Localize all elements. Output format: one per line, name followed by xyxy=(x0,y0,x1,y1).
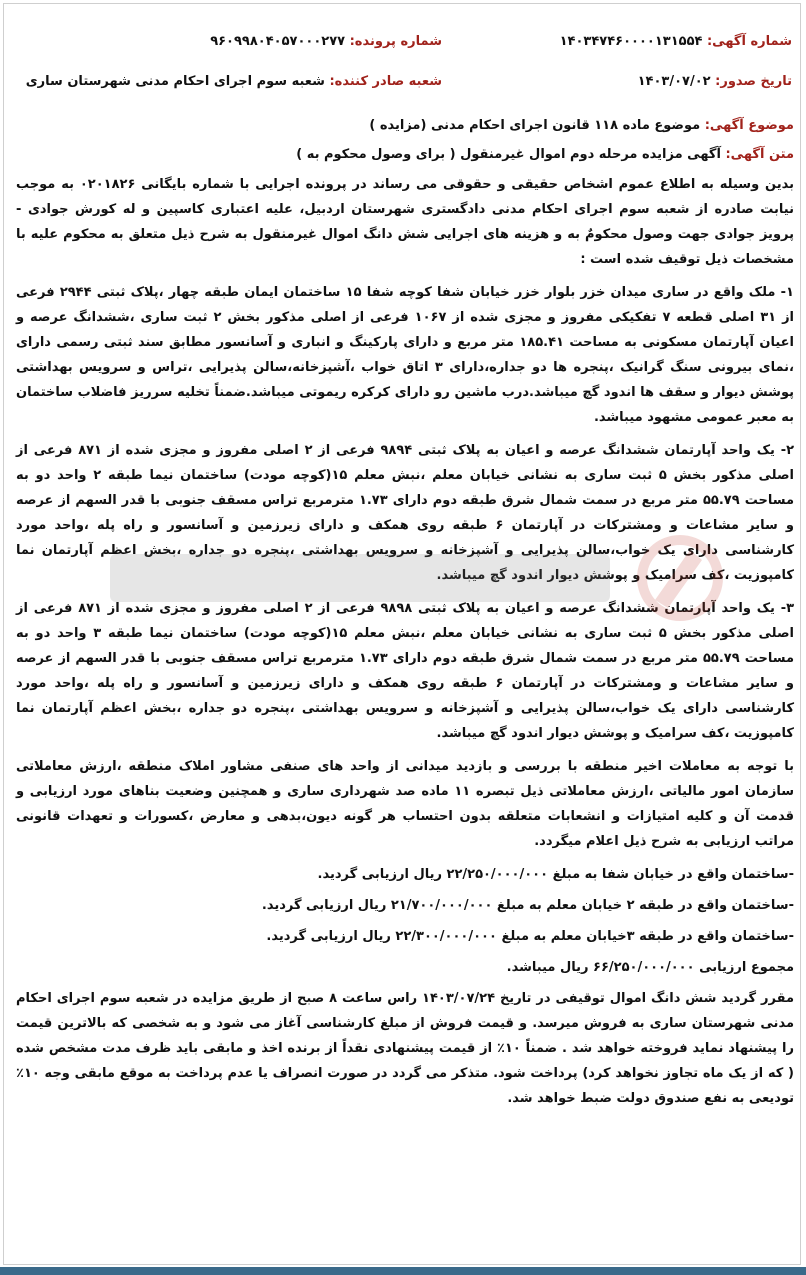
property-item-1: ۱- ملک واقع در ساری میدان خزر بلوار خزر خیابان شفا کوچه شفا ۱۵ ساختمان ایمان طبقه چهار ،پلاک ثبتی ۲۹۴۴ فرعی از ۳۱ اصلی قطعه ۷ تفکیکی مفروز و مجزی شده از ۱۰۶۷ فرعی از اصلی مذکور بخش ۲ ثبت ساری ،ششدانگ عرصه و اعیان آپارتمان مسکونی به مساحت ۱۸۵.۴۱ متر مربع و دارای پارکینگ و انباری و آسانسور مطابق سند ثبتی رسمی دارای ،نمای بیرونی سنگ گرانیک ،پنجره ها دو جداره،دارای ۳ اتاق خواب ،آشپزخانه،سالن پذیرایی ،تراس و سرویس بهداشتی پوشش دیوار و سقف ها اندود گچ میباشد.درب ماشین رو دارای کرکره ریموتی میباشد.ضمناً تخلیه سرریز فاضلاب ساختمان به معبر عمومی مشهود میباشد. xyxy=(16,285,795,425)
valuation-1: -ساختمان واقع در خیابان شفا به مبلغ ۲۲/۲۵۰/۰۰۰/۰۰۰ ریال ارزیابی گردید. xyxy=(317,867,794,882)
notice-body xyxy=(16,118,794,1119)
ad-number-label: شماره آگهی: xyxy=(706,34,792,49)
valuation-intro: با توجه به معاملات اخیر منطقه با بررسی و بازدید میدانی از واحد های صنفی مشاور املاک منطقه ،ارزش معاملاتی سازمان امور مالیاتی ،ارزش معاملاتی ذیل تبصره ۱۱ ماده صد شهرداری ساری و همچنین وضعیت بناهای مورد ارزیابی و قدمت آن و کلیه امتیازات و انشعابات متعلقه بدون احتساب هر گونه دیون،بدهی و معارض ،کسورات و تعهدات قانونی مراتب ارزیابی به شرح ذیل اعلام میگردد. xyxy=(16,759,795,849)
valuation-total: مجموع ارزیابی ۶۶/۲۵۰/۰۰۰/۰۰۰ ریال میباشد. xyxy=(506,960,794,975)
issue-date xyxy=(638,74,792,89)
case-number xyxy=(210,34,442,49)
text-title-line xyxy=(16,147,794,162)
subject-value: موضوع ماده ۱۱۸ قانون اجرای احکام مدنی (مزایده ) xyxy=(369,118,701,133)
subject-label: موضوع آگهی: xyxy=(704,118,794,133)
issuer-label: شعبه صادر کننده: xyxy=(329,74,442,89)
ad-number-value: ۱۴۰۳۴۷۴۶۰۰۰۰۱۳۱۵۵۴ xyxy=(559,34,703,49)
closing-paragraph: مقرر گردید شش دانگ اموال توقیفی در تاریخ ۱۴۰۳/۰۷/۲۴ راس ساعت ۸ صبح از طریق مزایده در شعبه سوم اجرای احکام مدنی شهرستان ساری به فروش میرسد. و قیمت فروش از مبلغ کارشناسی آغاز می شود و به شخصی که بالاترین قیمت را پیشنهاد نماید فروخته خواهد شد . ضمناً ۱۰٪ از قیمت پیشنهادی نقداً از برنده اخذ و مابقی باید ظرف مدت مشخص شده ( که از یک ماه تجاوز نخواهد کرد) پرداخت شود. متذکر می گردد در صورت انصراف یا عدم پرداخت به موقع مابقی وجه ۱۰٪ تودیعی به نفع صندوق دولت ضبط خواهد شد. xyxy=(16,991,794,1106)
issuer-value: شعبه سوم اجرای احکام مدنی شهرستان ساری xyxy=(25,74,325,89)
property-item-2: ۲- یک واحد آپارتمان ششدانگ عرصه و اعیان به پلاک ثبتی ۹۸۹۴ فرعی از ۲ اصلی مفروز و مجزی شده از ۸۷۱ فرعی از اصلی مذکور بخش ۵ ثبت ساری به نشانی خیابان معلم ،نبش معلم ۱۵(کوچه مودت) ساختمان نیما طبقه ۲ واحد دو به مساحت ۵۵.۷۹ متر مربع در سمت شمال شرق طبقه دوم دارای ۱.۷۳ مترمربع تراس مسقف جنوبی با قدر السهم از عرصه و سایر مشاعات و ومشترکات در آپارتمان ۶ طبقه روی همکف و دارای زیرزمین و آسانسور و راه پله ،واحد مورد کارشناسی دارای یک خواب،سالن پذیرایی و آشپزخانه و سرویس بهداشتی ،پنجره دو جداره ،بخش اعظم آپارتمان نما کامپوزیت ،کف سرامیک و پوشش دیوار اندود گچ میباشد. xyxy=(16,443,795,583)
text-label: متن آگهی: xyxy=(725,147,794,162)
valuation-2: -ساختمان واقع در طبقه ۲ خیابان معلم به مبلغ ۲۱/۷۰۰/۰۰۰/۰۰۰ ریال ارزیابی گردید. xyxy=(261,898,794,913)
text-title: آگهی مزایده مرحله دوم اموال غیرمنقول ( برای وصول محکوم به ) xyxy=(296,147,721,162)
property-item-3: ۳- یک واحد آپارتمان ششدانگ عرصه و اعیان به پلاک ثبتی ۹۸۹۸ فرعی از ۲ اصلی مفروز و مجزی شده از ۸۷۱ فرعی از اصلی مذکور بخش ۵ ثبت ساری به نشانی خیابان معلم ،نبش معلم ۱۵(کوچه مودت) ساختمان نیما طبقه ۳ واحد دو به مساحت ۵۵.۷۹ متر مربع در سمت شمال شرق طبقه دوم دارای ۱.۷۳ مترمربع تراس مسقف جنوبی با قدر السهم از عرصه و سایر مشاعات و ومشترکات در آپارتمان ۶ طبقه روی همکف و دارای زیرزمین و آسانسور و راه پله ،واحد مورد کارشناسی دارای یک خواب،سالن پذیرایی و آشپزخانه و سرویس بهداشتی ،پنجره دو جداره ،بخش اعظم آپارتمان نما کامپوزیت ،کف سرامیک و پوشش دیوار اندود گچ میباشد. xyxy=(16,601,795,741)
issue-date-label: تاریخ صدور: xyxy=(715,74,792,89)
ad-number xyxy=(560,34,792,49)
bottom-bar xyxy=(0,1267,806,1275)
case-number-label: شماره پرونده: xyxy=(349,34,442,49)
case-number-value: ۹۶۰۹۹۸۰۴۰۵۷۰۰۰۲۷۷ xyxy=(210,34,346,49)
valuation-3: -ساختمان واقع در طبقه ۳خیابان معلم به مبلغ ۲۲/۳۰۰/۰۰۰/۰۰۰ ریال ارزیابی گردید. xyxy=(266,929,794,944)
subject-line xyxy=(16,118,794,133)
issuer xyxy=(26,74,442,89)
issue-date-value: ۱۴۰۳/۰۷/۰۲ xyxy=(637,74,711,89)
intro-paragraph: بدین وسیله به اطلاع عموم اشخاص حقیقی و حقوقی می رساند در پرونده اجرایی با شماره بایگانی ۰۲۰۱۸۲۶ به موجب نیابت صادره از شعبه سوم اجرای احکام مدنی دادگستری شهرستان اردبیل، علیه اعتباری کاسپین و له کورش جوادی - پرویز جوادی جهت وصول محکومٌ به و هزینه های اجرایی شش دانگ اموال غیرمنقول به شرح ذیل متعلق به محکوم علیه با مشخصات ذیل توقیف شده است : xyxy=(16,177,794,267)
